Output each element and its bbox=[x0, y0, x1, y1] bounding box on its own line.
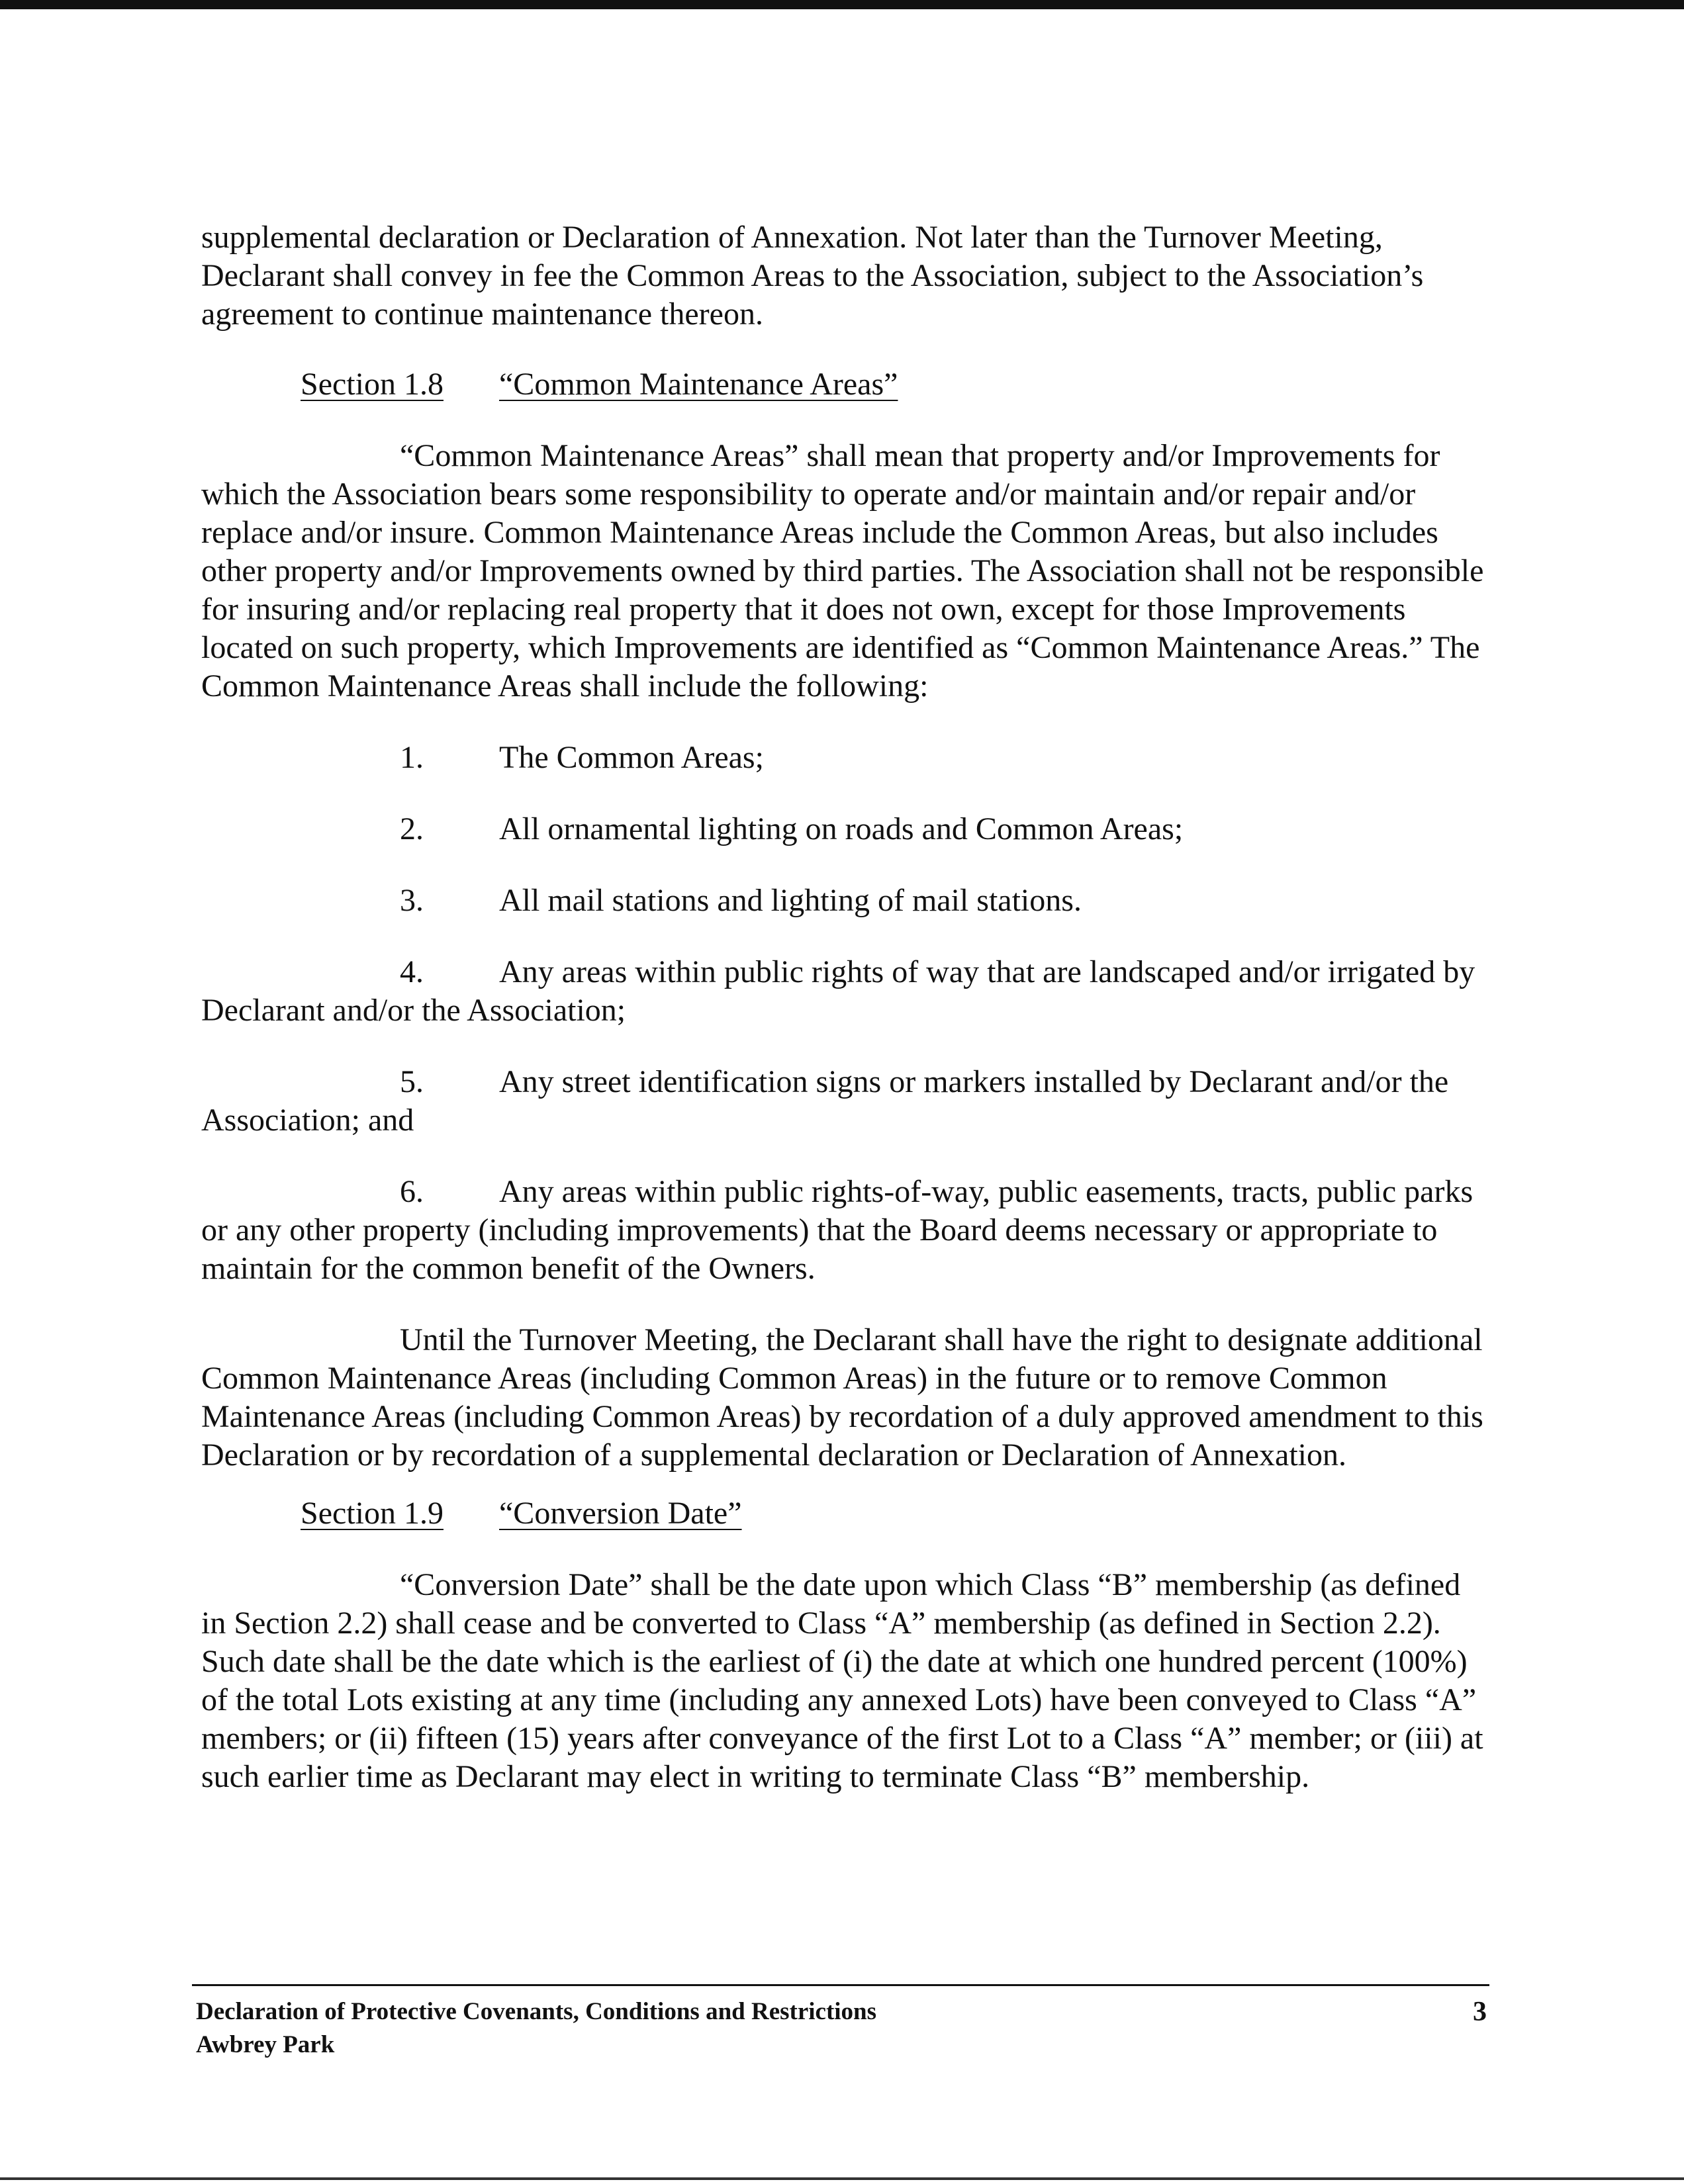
intro-paragraph: supplemental declaration or Declaration of Annexation. Not later than the Turnover Meeting, Declarant shall convey in fee the Common Areas to the Association, subject to the Association’s agreement to continue maintenance thereon. bbox=[201, 220, 1424, 332]
section-1-9-definition: “Conversion Date” shall be the date upon which Class “B” membership (as defined in Section 2.2) shall cease and be converted to Class “A” membership (as defined in Section 2.2). Such date shall be the date which is the earliest of (i) the date at which one hundred percent (100%) of the total Lots existing at any time (including any annexed Lots) have been conveyed to Class “A” members; or (ii) fifteen (15) years after conveyance of the first Lot to a Class “A” member; or (iii) at such earlier time as Declarant may elect in writing to terminate Class “B” membership. bbox=[201, 1567, 1483, 1794]
section-1-8-definition: “Common Maintenance Areas” shall mean that property and/or Improvements for which the Association bears some responsibility to operate and/or maintain and/or repair and/or replace and/or insure. Common Maintenance Areas include the Common Areas, but also includes other property and/or Improvements owned by third parties. The Association shall not be responsible for insuring and/or replacing real property that it does not own, except for those Improvements located on such property, which Improvements are identified as “Common Maintenance Areas.” The Common Maintenance Areas shall include the following: bbox=[201, 438, 1484, 704]
section-1-8-closing: Until the Turnover Meeting, the Declarant shall have the right to designate additional Common Maintenance Areas (including Common Areas) in the future or to remove Common Maintenance Areas (including Common Areas) by recordation of a duly approved amendment to this Declaration or by recordation of a supplemental declaration or Declaration of Annexation. bbox=[201, 1322, 1483, 1473]
list-item-number: 4. bbox=[400, 954, 424, 989]
list-item bbox=[201, 882, 1485, 920]
list-item-text: All mail stations and lighting of mail stations. bbox=[499, 883, 1082, 918]
section-1-9-number: Section 1.9 bbox=[301, 1496, 444, 1531]
list-item-number: 3. bbox=[400, 883, 424, 918]
section-1-9-heading bbox=[201, 1494, 1485, 1533]
list-item bbox=[201, 739, 1485, 777]
list-item-text: All ornamental lighting on roads and Common Areas; bbox=[499, 811, 1184, 846]
list-item-number: 6. bbox=[400, 1174, 424, 1209]
section-1-8-title: “Common Maintenance Areas” bbox=[499, 367, 898, 402]
list-item-text: Any areas within public rights-of-way, public easements, tracts, public parks or any other property (including improvements) that the Board deems necessary or appropriate to maintain for the common benefit of the Owners. bbox=[201, 1174, 1474, 1286]
list-item-text: Any areas within public rights of way that are landscaped and/or irrigated by Declarant and/or the Association; bbox=[201, 954, 1475, 1028]
section-1-9-title: “Conversion Date” bbox=[499, 1496, 742, 1531]
footer-divider bbox=[192, 1984, 1489, 1986]
footer-title: Declaration of Protective Covenants, Conditions and Restrictions bbox=[196, 1998, 877, 2025]
list-item-number: 5. bbox=[400, 1064, 424, 1099]
page-footer bbox=[196, 1995, 1487, 2062]
scan-bottom-border bbox=[0, 2177, 1684, 2180]
list-item bbox=[201, 1173, 1485, 1288]
document-body bbox=[201, 218, 1485, 1796]
list-item bbox=[201, 1063, 1485, 1140]
list-item-number: 1. bbox=[400, 740, 424, 775]
list-item bbox=[201, 810, 1485, 848]
page-number: 3 bbox=[1473, 1997, 1487, 2027]
list-item-text: Any street identification signs or markers installed by Declarant and/or the Association; and bbox=[201, 1064, 1449, 1138]
list-item bbox=[201, 953, 1485, 1030]
footer-subtitle: Awbrey Park bbox=[196, 2031, 335, 2058]
list-item-text: The Common Areas; bbox=[499, 740, 764, 775]
section-1-8-heading bbox=[201, 365, 1485, 404]
list-item-number: 2. bbox=[400, 811, 424, 846]
scan-top-border bbox=[0, 0, 1684, 9]
section-1-8-number: Section 1.8 bbox=[301, 367, 444, 402]
